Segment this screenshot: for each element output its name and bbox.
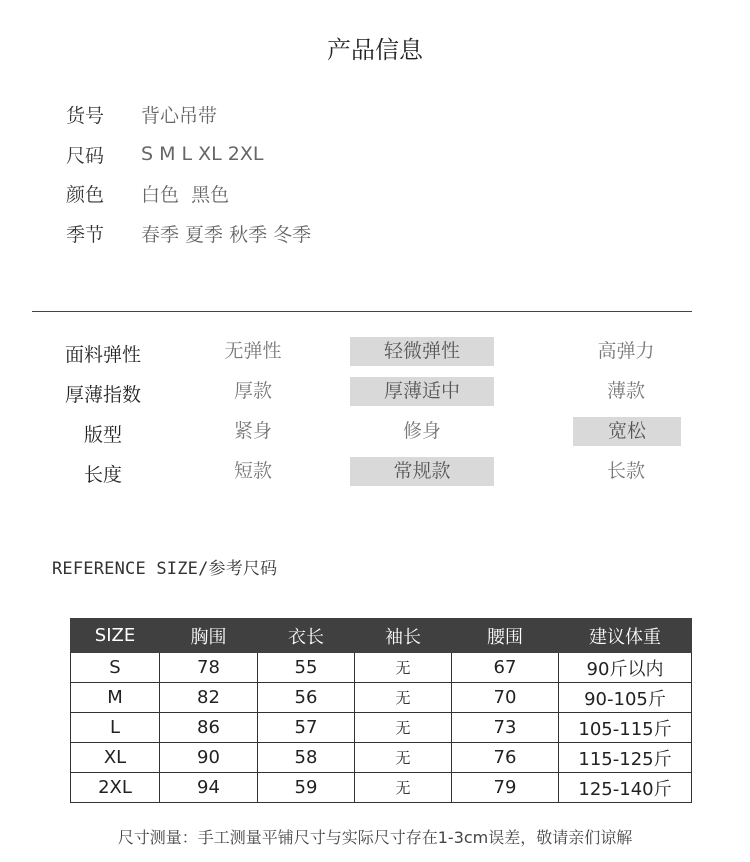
table-cell: 58 [258, 743, 355, 773]
table-cell: 86 [160, 713, 258, 743]
table-cell: 无 [355, 773, 452, 803]
size-table [70, 618, 692, 803]
info-label-item-no: 货号 [66, 105, 105, 127]
attr-option-loose: 宽松 [573, 417, 681, 446]
table-header: 胸围 [160, 619, 258, 653]
attr-label-thickness: 厚薄指数 [64, 384, 141, 406]
attr-option-medium-thickness: 厚薄适中 [350, 377, 494, 406]
info-value-item-no: 背心吊带 [141, 105, 218, 127]
attr-option-long: 长款 [606, 460, 645, 482]
attr-option-high-stretch: 高弹力 [597, 340, 655, 362]
table-row [71, 743, 692, 773]
info-value-color: 白色 黑色 [141, 184, 230, 206]
attr-label-elasticity: 面料弹性 [64, 344, 141, 366]
attr-option-regular: 常规款 [350, 457, 494, 486]
table-cell: 55 [258, 653, 355, 683]
attr-option-tight: 紧身 [233, 420, 272, 442]
table-header: 衣长 [258, 619, 355, 653]
table-header: 袖长 [355, 619, 452, 653]
table-cell: 59 [258, 773, 355, 803]
attr-option-slight-stretch: 轻微弹性 [350, 337, 494, 366]
info-label-season: 季节 [66, 224, 105, 246]
table-cell: 90斤以内 [559, 653, 692, 683]
table-header: 腰围 [452, 619, 559, 653]
attr-label-length: 长度 [83, 464, 122, 486]
table-cell: 105-115斤 [559, 713, 692, 743]
table-cell: 无 [355, 653, 452, 683]
table-cell: 无 [355, 683, 452, 713]
table-cell: M [71, 683, 160, 713]
table-row [71, 773, 692, 803]
attr-option-short: 短款 [233, 460, 272, 482]
table-cell: 90 [160, 743, 258, 773]
measurement-note: 尺寸测量：手工测量平铺尺寸与实际尺寸存在1-3cm误差，敬请亲们谅解 [117, 828, 633, 847]
table-cell: L [71, 713, 160, 743]
info-value-season: 春季 夏季 秋季 冬季 [141, 224, 312, 246]
table-header: SIZE [71, 619, 160, 653]
table-cell: 73 [452, 713, 559, 743]
table-cell: S [71, 653, 160, 683]
info-label-size: 尺码 [66, 145, 105, 167]
table-cell: 70 [452, 683, 559, 713]
table-cell: 无 [355, 743, 452, 773]
attr-option-no-stretch: 无弹性 [224, 340, 282, 362]
info-label-color: 颜色 [66, 184, 105, 206]
table-header: 建议体重 [559, 619, 692, 653]
table-cell: 57 [258, 713, 355, 743]
reference-size-title: REFERENCE SIZE/参考尺码 [52, 559, 278, 579]
table-cell: 67 [452, 653, 559, 683]
table-cell: 78 [160, 653, 258, 683]
page-title: 产品信息 [327, 36, 423, 64]
table-cell: 76 [452, 743, 559, 773]
attr-label-fit: 版型 [83, 424, 122, 446]
attr-option-slim: 修身 [402, 420, 441, 442]
attr-option-thick: 厚款 [233, 380, 272, 402]
table-cell: 2XL [71, 773, 160, 803]
table-cell: 82 [160, 683, 258, 713]
table-row [71, 653, 692, 683]
table-cell: 115-125斤 [559, 743, 692, 773]
table-cell: 125-140斤 [559, 773, 692, 803]
info-value-size: S M L XL 2XL [141, 143, 264, 165]
table-header-row [71, 619, 692, 653]
table-cell: 79 [452, 773, 559, 803]
attr-option-thin: 薄款 [606, 380, 645, 402]
section-divider [32, 311, 692, 312]
table-row [71, 683, 692, 713]
table-cell: 无 [355, 713, 452, 743]
table-row [71, 713, 692, 743]
table-cell: 90-105斤 [559, 683, 692, 713]
table-cell: 56 [258, 683, 355, 713]
table-cell: XL [71, 743, 160, 773]
table-cell: 94 [160, 773, 258, 803]
